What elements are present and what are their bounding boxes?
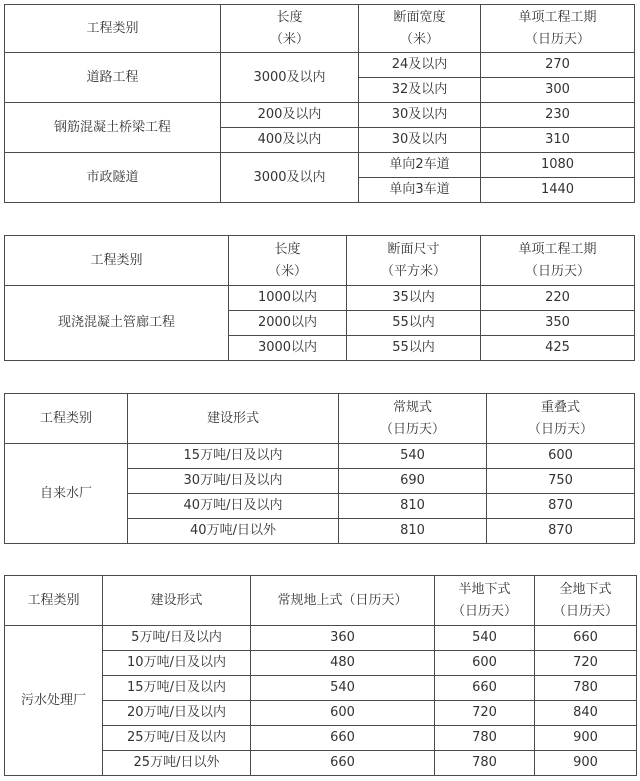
period-header [481, 5, 635, 53]
width-cell: 24及以内 [359, 53, 481, 78]
form-cell: 25万吨/日及以内 [103, 726, 251, 751]
table-row [5, 286, 635, 311]
regular-cell: 690 [339, 469, 487, 494]
form-cell: 20万吨/日及以内 [103, 701, 251, 726]
above-cell: 480 [251, 651, 435, 676]
table-row [5, 103, 635, 128]
section-cell: 55以内 [347, 336, 481, 361]
width-cell: 单向2车道 [359, 153, 481, 178]
length-cell: 2000以内 [229, 311, 347, 336]
form-cell: 40万吨/日及以内 [128, 494, 339, 519]
sewage-plant-table [4, 575, 637, 776]
full-cell: 840 [535, 701, 637, 726]
regular-label: 常规式 [392, 399, 432, 415]
full-cell: 900 [535, 726, 637, 751]
table-row [5, 444, 635, 469]
regular-header [339, 394, 487, 444]
full-cell: 900 [535, 751, 637, 776]
days-cell: 220 [481, 286, 635, 311]
regular-cell: 810 [339, 494, 487, 519]
table-header-row [5, 394, 635, 444]
days-cell: 1440 [481, 178, 635, 203]
length-header [221, 5, 359, 53]
category-header: 工程类别 [5, 236, 229, 286]
width-cell: 32及以内 [359, 78, 481, 103]
length-cell: 3000及以内 [221, 53, 359, 103]
days-cell: 425 [481, 336, 635, 361]
form-header: 建设形式 [128, 394, 339, 444]
period-label: 单项工程工期 [518, 241, 597, 257]
form-header: 建设形式 [103, 576, 251, 626]
semi-cell: 780 [435, 726, 535, 751]
regular-cell: 540 [339, 444, 487, 469]
stacked-unit: （日历天） [527, 421, 593, 437]
length-header [229, 236, 347, 286]
category-cell: 自来水厂 [5, 444, 128, 544]
length-label: 长度 [276, 9, 303, 25]
length-cell: 3000以内 [229, 336, 347, 361]
category-cell: 污水处理厂 [5, 626, 103, 776]
section-cell: 35以内 [347, 286, 481, 311]
semi-cell: 660 [435, 676, 535, 701]
road-table [4, 4, 635, 203]
days-cell: 310 [481, 128, 635, 153]
semi-label: 半地下式 [458, 581, 511, 597]
semi-cell: 540 [435, 626, 535, 651]
table-header-row [5, 576, 637, 626]
above-cell: 660 [251, 726, 435, 751]
full-cell: 780 [535, 676, 637, 701]
length-cell: 1000以内 [229, 286, 347, 311]
width-unit: （米） [399, 31, 439, 47]
full-unit: （日历天） [552, 603, 618, 619]
length-unit: （米） [267, 263, 307, 279]
section-header [347, 236, 481, 286]
semi-underground-header [435, 576, 535, 626]
category-cell: 现浇混凝土管廊工程 [5, 286, 229, 361]
width-cell: 30及以内 [359, 128, 481, 153]
above-ground-header: 常规地上式（日历天） [251, 576, 435, 626]
days-cell: 300 [481, 78, 635, 103]
form-cell: 10万吨/日及以内 [103, 651, 251, 676]
length-label: 长度 [274, 241, 301, 257]
full-cell: 720 [535, 651, 637, 676]
category-header: 工程类别 [5, 576, 103, 626]
section-cell: 55以内 [347, 311, 481, 336]
length-cell: 200及以内 [221, 103, 359, 128]
full-underground-header [535, 576, 637, 626]
full-label: 全地下式 [559, 581, 612, 597]
semi-unit: （日历天） [451, 603, 517, 619]
semi-cell: 600 [435, 651, 535, 676]
tunnel-table [4, 235, 635, 361]
above-cell: 360 [251, 626, 435, 651]
days-cell: 230 [481, 103, 635, 128]
table-row [5, 153, 635, 178]
category-cell: 道路工程 [5, 53, 221, 103]
above-cell: 540 [251, 676, 435, 701]
days-cell: 270 [481, 53, 635, 78]
period-label: 单项工程工期 [518, 9, 597, 25]
above-cell: 660 [251, 751, 435, 776]
width-cell: 单向3车道 [359, 178, 481, 203]
semi-cell: 720 [435, 701, 535, 726]
above-cell: 600 [251, 701, 435, 726]
category-header: 工程类别 [5, 5, 221, 53]
table-header-row [5, 5, 635, 53]
full-cell: 660 [535, 626, 637, 651]
period-header [481, 236, 635, 286]
stacked-label: 重叠式 [540, 399, 580, 415]
section-unit: （平方米） [380, 263, 446, 279]
days-cell: 350 [481, 311, 635, 336]
section-label: 断面尺寸 [387, 241, 440, 257]
category-cell: 钢筋混凝土桥梁工程 [5, 103, 221, 153]
length-cell: 3000及以内 [221, 153, 359, 203]
period-unit: （日历天） [524, 263, 590, 279]
category-header: 工程类别 [5, 394, 128, 444]
table-header-row [5, 236, 635, 286]
table-row [5, 53, 635, 78]
semi-cell: 780 [435, 751, 535, 776]
form-cell: 15万吨/日及以内 [128, 444, 339, 469]
width-cell: 30及以内 [359, 103, 481, 128]
days-cell: 1080 [481, 153, 635, 178]
stacked-cell: 750 [487, 469, 635, 494]
form-cell: 5万吨/日及以内 [103, 626, 251, 651]
regular-cell: 810 [339, 519, 487, 544]
stacked-cell: 600 [487, 444, 635, 469]
width-label: 断面宽度 [393, 9, 446, 25]
form-cell: 15万吨/日及以内 [103, 676, 251, 701]
form-cell: 40万吨/日以外 [128, 519, 339, 544]
width-header [359, 5, 481, 53]
water-plant-table [4, 393, 635, 544]
length-unit: （米） [269, 31, 309, 47]
stacked-header [487, 394, 635, 444]
regular-unit: （日历天） [379, 421, 445, 437]
length-cell: 400及以内 [221, 128, 359, 153]
stacked-cell: 870 [487, 494, 635, 519]
stacked-cell: 870 [487, 519, 635, 544]
category-cell: 市政隧道 [5, 153, 221, 203]
table-row [5, 626, 637, 651]
form-cell: 30万吨/日及以内 [128, 469, 339, 494]
form-cell: 25万吨/日以外 [103, 751, 251, 776]
period-unit: （日历天） [524, 31, 590, 47]
